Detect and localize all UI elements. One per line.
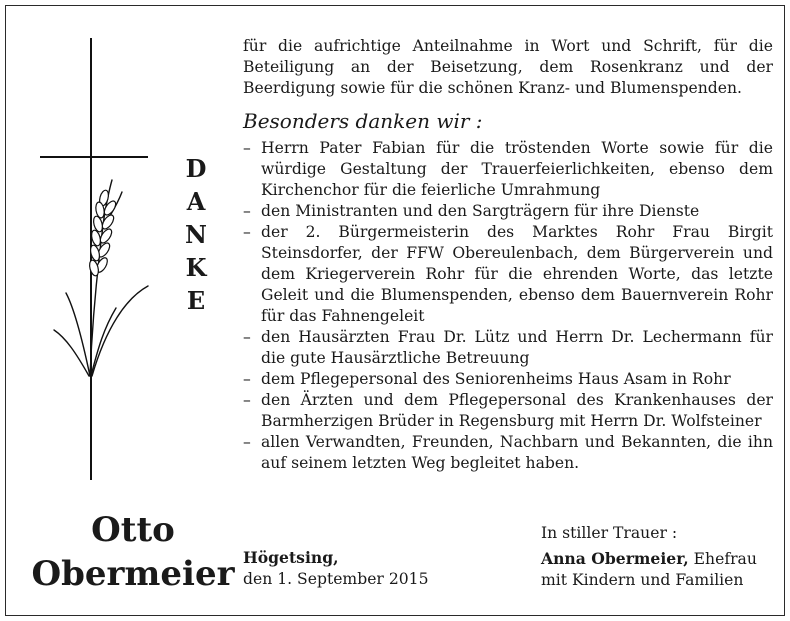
list-item: – der 2. Bürgermeisterin des Marktes Rohr Frau Birgit Steinsdorfer, der FFW Obereulenbach, dem Bürgerverein und dem Kriegerverein Rohr für die ehrenden Worte, das letzte Geleit und die Blumenspenden, ebenso dem Bauernverein Rohr für das Fahnengeleit bbox=[243, 222, 773, 327]
obituary-card bbox=[5, 5, 785, 616]
danke-vertical-word bbox=[181, 152, 211, 317]
mourners-block bbox=[541, 523, 773, 591]
thanks-list bbox=[243, 138, 773, 474]
family-line: mit Kindern und Familien bbox=[541, 571, 744, 589]
list-item: – Herrn Pater Fabian für die tröstenden Worte sowie für die würdige Gestaltung der Trauerfeierlichkeiten, ebenso dem Kirchenchor für die feierliche Umrahmung bbox=[243, 138, 773, 201]
list-item: – dem Pflegepersonal des Seniorenheims Haus Asam in Rohr bbox=[243, 369, 773, 390]
list-item: – den Hausärzten Frau Dr. Lütz und Herrn Dr. Lechermann für die gute Hausärztliche Betreuung bbox=[243, 327, 773, 369]
danke-letter: E bbox=[186, 286, 206, 315]
widow-role: Ehefrau bbox=[688, 550, 757, 568]
list-item: – allen Verwandten, Freunden, Nachbarn und Bekannten, die ihn auf seinem letzten Weg begleitet haben. bbox=[243, 432, 773, 474]
list-item: – den Ministranten und den Sargträgern für ihre Dienste bbox=[243, 201, 773, 222]
cross-horizontal-bar bbox=[40, 156, 148, 158]
stiller-trauer-label: In stiller Trauer : bbox=[541, 524, 678, 542]
date-line: den 1. September 2015 bbox=[243, 570, 429, 588]
thanks-text-block bbox=[243, 36, 773, 474]
deceased-last-name: Obermeier bbox=[31, 554, 235, 594]
intro-paragraph: für die aufrichtige Anteilnahme in Wort und Schrift, für die Beteiligung an der Beisetzung, dem Rosenkranz und der Beerdigung sowie für die schönen Kranz- und Blumenspenden. bbox=[243, 37, 773, 97]
place-name: Högetsing, bbox=[243, 548, 339, 567]
place-and-date bbox=[243, 547, 429, 590]
deceased-name bbox=[28, 508, 238, 596]
besonders-heading: Besonders danken wir : bbox=[243, 109, 483, 133]
danke-letter: A bbox=[186, 187, 206, 216]
danke-letter: K bbox=[185, 253, 207, 282]
wheat-icon bbox=[46, 178, 156, 378]
widow-name: Anna Obermeier, bbox=[541, 549, 689, 568]
deceased-first-name: Otto bbox=[91, 510, 175, 550]
danke-letter: D bbox=[185, 154, 207, 183]
danke-letter: N bbox=[185, 220, 207, 249]
list-item: – den Ärzten und dem Pflegepersonal des Krankenhauses der Barmherzigen Brüder in Regensburg mit Herrn Dr. Wolfsteiner bbox=[243, 390, 773, 432]
